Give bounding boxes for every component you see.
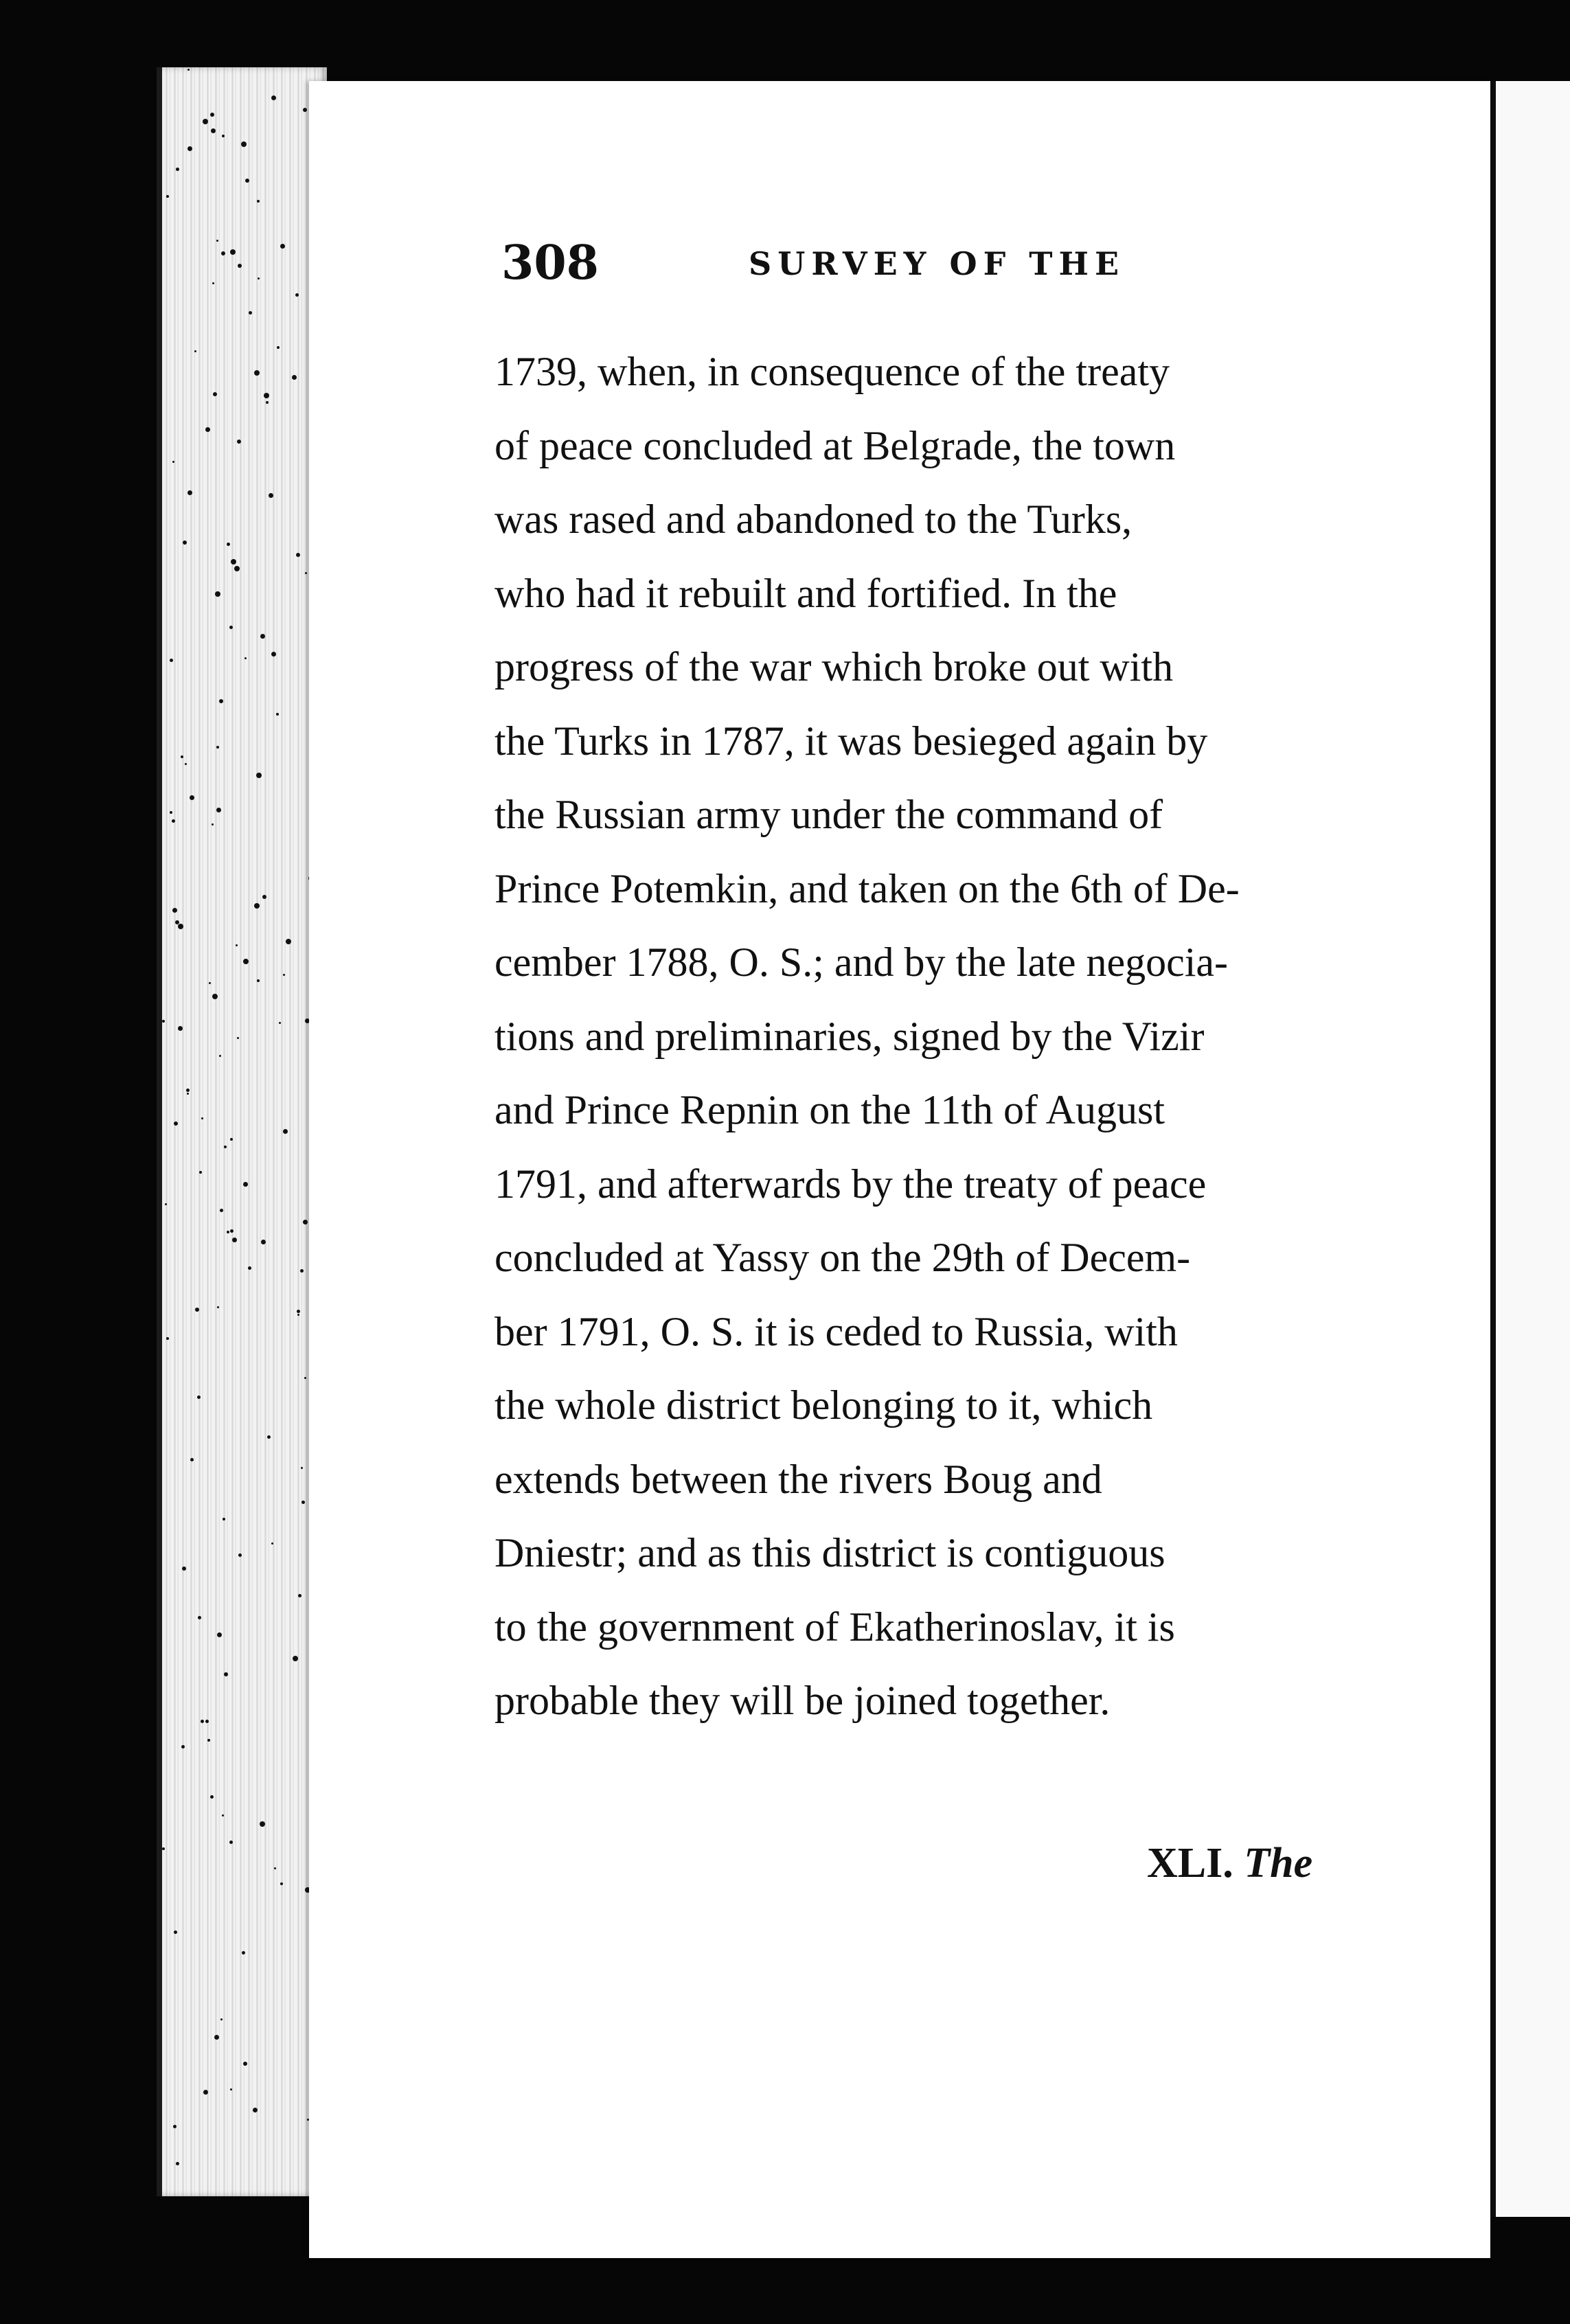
- edge-speck: [219, 699, 223, 703]
- edge-speck: [183, 540, 187, 545]
- text-line: the Turks in 1787, it was besieged again by: [494, 718, 1208, 764]
- edge-speck: [212, 994, 218, 999]
- edge-speck: [209, 982, 211, 984]
- edge-speck: [166, 1337, 169, 1340]
- edge-speck: [221, 251, 225, 255]
- edge-speck: [248, 1266, 251, 1270]
- edge-speck: [187, 1093, 189, 1095]
- edge-speck: [229, 1841, 233, 1844]
- edge-speck: [197, 1395, 201, 1399]
- facing-page: [1492, 81, 1570, 2217]
- edge-speck: [198, 1616, 201, 1619]
- edge-speck: [165, 1203, 167, 1205]
- edge-speck: [274, 1867, 276, 1869]
- edge-speck: [182, 1567, 186, 1571]
- edge-speck: [257, 200, 260, 203]
- edge-speck: [276, 713, 279, 716]
- edge-speck: [253, 2108, 258, 2112]
- edge-speck: [223, 1518, 225, 1520]
- edge-speck: [243, 1182, 248, 1187]
- text-line: to the government of Ekatherinoslav, it is: [494, 1604, 1175, 1650]
- edge-speck: [237, 1037, 239, 1039]
- edge-speck: [174, 1930, 177, 1934]
- edge-speck: [267, 1435, 271, 1439]
- edge-speck: [205, 427, 210, 432]
- edge-speck: [230, 1229, 234, 1233]
- text-line: concluded at Yassy on the 29th of Decem-: [494, 1235, 1191, 1280]
- text-line: ber 1791, O. S. it is ceded to Russia, with: [494, 1308, 1178, 1354]
- edge-speck: [217, 1306, 219, 1308]
- edge-speck: [195, 1308, 199, 1312]
- edge-speck: [214, 2035, 219, 2040]
- edge-speck: [303, 108, 307, 112]
- edge-speck: [217, 1632, 222, 1637]
- edge-speck: [300, 1269, 304, 1273]
- edge-speck: [190, 1458, 194, 1461]
- catchword: [1147, 1839, 1312, 1888]
- edge-speck: [295, 293, 299, 297]
- edge-speck: [238, 1553, 242, 1557]
- edge-speck: [162, 1847, 165, 1850]
- edge-speck: [269, 493, 273, 498]
- text-line: 1739, when, in consequence of the treaty: [494, 349, 1170, 394]
- edge-speck: [207, 1739, 210, 1742]
- edge-speck: [238, 264, 242, 268]
- edge-speck: [277, 346, 280, 349]
- edge-speck: [230, 2088, 232, 2091]
- edge-speck: [249, 311, 252, 315]
- edge-speck: [254, 370, 260, 376]
- edge-speck: [187, 490, 192, 495]
- edge-speck: [201, 1720, 204, 1723]
- book-page-edges: [157, 67, 327, 2196]
- edge-speck: [260, 1821, 265, 1827]
- edge-speck: [297, 1310, 300, 1313]
- text-line: 1791, and afterwards by the treaty of peace: [494, 1161, 1207, 1207]
- text-line: probable they will be joined together.: [494, 1678, 1111, 1723]
- edge-speck: [222, 1814, 224, 1816]
- running-title: SURVEY OF THE: [749, 245, 1126, 282]
- edge-speck: [220, 2018, 223, 2020]
- edge-speck: [232, 1238, 237, 1242]
- edge-speck: [181, 755, 183, 758]
- edge-speck: [176, 168, 179, 171]
- edge-speck: [173, 2125, 177, 2128]
- text-line: Dniestr; and as this district is contiguous: [494, 1530, 1165, 1575]
- catchword-next-word: The: [1244, 1840, 1313, 1887]
- text-line: tions and preliminaries, signed by the Vizir: [494, 1013, 1205, 1059]
- text-line: progress of the war which broke out with: [494, 644, 1174, 690]
- edge-speck: [199, 1171, 202, 1174]
- edge-speck: [162, 1020, 165, 1023]
- edge-speck: [254, 903, 260, 909]
- edge-speck: [258, 277, 260, 280]
- text-line: was rased and abandoned to the Turks,: [494, 497, 1133, 542]
- edge-speck: [280, 244, 285, 249]
- edge-speck: [194, 350, 196, 352]
- edge-speck: [211, 128, 216, 133]
- edge-speck: [178, 1026, 183, 1031]
- edge-speck: [231, 559, 236, 565]
- page-number: 308: [501, 236, 599, 290]
- edge-speck: [170, 811, 172, 814]
- edge-speck: [229, 626, 233, 629]
- edge-speck: [216, 808, 221, 812]
- edge-speck: [292, 375, 297, 380]
- edge-speck: [245, 179, 249, 183]
- edge-speck: [172, 461, 174, 463]
- edge-speck: [178, 924, 183, 929]
- edge-speck: [283, 1129, 288, 1134]
- edge-speck: [170, 659, 173, 662]
- edge-speck: [243, 959, 249, 964]
- edge-speck: [174, 1121, 178, 1126]
- edge-speck: [166, 195, 169, 198]
- edge-speck: [241, 141, 247, 147]
- edge-speck: [220, 1209, 223, 1212]
- catchword-section: XLI.: [1147, 1840, 1233, 1887]
- edge-speck: [190, 795, 194, 800]
- edge-speck: [186, 1089, 190, 1092]
- edge-speck: [280, 1882, 283, 1885]
- edge-speck: [236, 944, 238, 946]
- edge-speck: [286, 939, 291, 944]
- edge-speck: [301, 1467, 303, 1469]
- edge-speck: [296, 553, 300, 557]
- edge-speck: [224, 1146, 227, 1148]
- edge-speck: [297, 1314, 299, 1316]
- edge-speck: [212, 823, 214, 825]
- edge-speck: [187, 69, 190, 71]
- edge-speck: [216, 240, 218, 242]
- edge-speck: [224, 1672, 228, 1676]
- edge-speck: [304, 1377, 306, 1379]
- edge-speck: [172, 908, 177, 913]
- text-line: who had it rebuilt and fortified. In the: [494, 570, 1117, 616]
- text-line: extends between the rivers Boug and: [494, 1456, 1102, 1502]
- edge-speck: [305, 572, 307, 574]
- edge-speck: [230, 249, 236, 255]
- text-line: Prince Potemkin, and taken on the 6th of De-: [494, 865, 1240, 911]
- edge-speck: [283, 974, 285, 976]
- edge-speck: [242, 1951, 245, 1955]
- edge-speck: [187, 146, 192, 151]
- edge-speck: [181, 1745, 185, 1748]
- edge-speck: [215, 591, 220, 597]
- edge-speck: [293, 1656, 298, 1661]
- edge-speck: [271, 95, 276, 100]
- edge-speck: [201, 1117, 203, 1119]
- edge-speck: [262, 895, 266, 899]
- text-line: and Prince Repnin on the 11th of August: [494, 1087, 1165, 1132]
- edge-speck: [298, 1594, 302, 1597]
- edge-speck: [271, 652, 276, 657]
- edge-speck: [216, 746, 219, 749]
- edge-speck: [227, 1231, 229, 1233]
- text-line: cember 1788, O. S.; and by the late negocia-: [494, 939, 1228, 985]
- edge-speck: [264, 393, 269, 398]
- running-head: [501, 236, 1257, 318]
- edge-speck: [213, 392, 217, 396]
- edge-speck: [257, 979, 260, 982]
- body-text: [494, 335, 1360, 1738]
- edge-speck: [266, 401, 269, 404]
- edge-speck: [261, 1240, 266, 1244]
- edge-speck: [303, 1220, 308, 1224]
- text-line: of peace concluded at Belgrade, the town: [494, 422, 1176, 468]
- edge-speck: [243, 2062, 247, 2066]
- edge-speck: [302, 1501, 305, 1504]
- edge-speck: [205, 1720, 209, 1723]
- edge-speck: [222, 135, 225, 137]
- edge-speck: [210, 113, 214, 117]
- edge-speck: [203, 119, 208, 124]
- edge-speck: [212, 282, 214, 284]
- edge-speck: [230, 1138, 233, 1141]
- edge-speck: [237, 440, 241, 444]
- edge-speck: [185, 763, 187, 765]
- edge-speck: [219, 1055, 221, 1057]
- edge-speck: [256, 773, 262, 778]
- edge-speck: [203, 2090, 208, 2095]
- edge-speck: [210, 1795, 214, 1799]
- text-line: the whole district belonging to it, which: [494, 1382, 1153, 1428]
- edge-speck: [176, 2162, 179, 2165]
- edge-speck: [260, 634, 265, 639]
- edge-speck: [172, 819, 175, 823]
- edge-speck: [234, 566, 240, 571]
- text-line: the Russian army under the command of: [494, 792, 1163, 837]
- edge-speck: [244, 657, 247, 659]
- book-page: [309, 81, 1490, 2258]
- edge-speck: [279, 1022, 281, 1024]
- edge-speck: [271, 1542, 273, 1545]
- edge-speck: [227, 543, 230, 546]
